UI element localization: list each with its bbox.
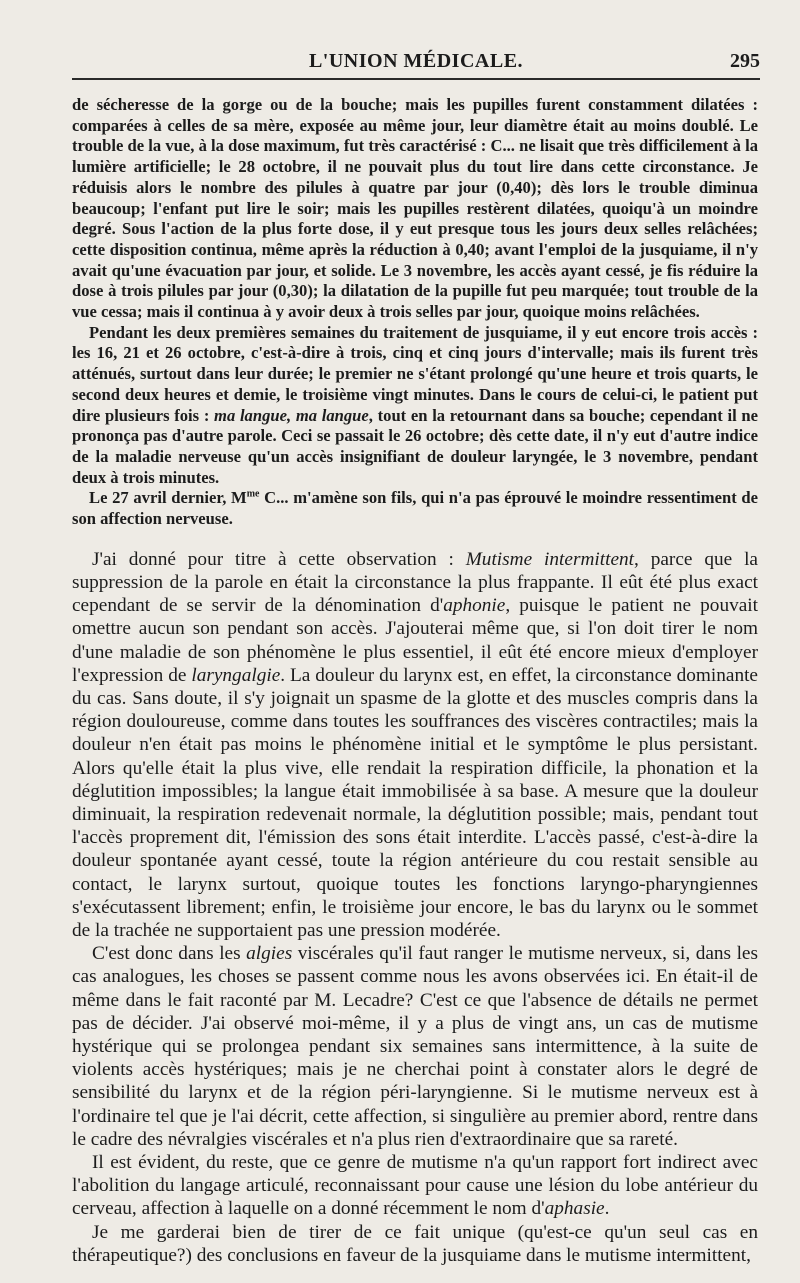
text-run: Pendant les deux premières semaines du traitement de jusquiame, il y eut encore trois accès : les 16, 21 et 26 octobre, c'est-à-dire à trois, cinq et cinq jours d'intervalle; mais ils furent très atténués, surtout dans leur durée; le premier ne s'étant prolongé qu'une heure et trois quarts, le second deux heures et demie, le troisième vingt minutes. Dans le cours de celui-ci, le patient put dire plusieurs fois : [72,322,758,425]
page-number: 295 [730,50,760,72]
text-run: , parce que la suppression de la parole en était la circonstance la plus frappante. Il eût été plus exact cependant de se servir de la dénomination d' [72,548,758,617]
italic-phrase: aphonie [443,595,506,617]
body-text [72,95,758,1267]
italic-phrase: algies [246,943,293,965]
text-run: C... m'amène son fils, qui n'a pas éprouvé le moindre ressentiment de son affection nerveuse. [72,488,759,529]
paragraph [72,548,758,942]
running-title: L'UNION MÉDICALE. [308,50,524,72]
large-print-section [72,548,758,1267]
text-run: . [604,1198,610,1220]
text-run: Le 27 avril dernier, M [89,488,247,508]
italic-phrase: Mutisme intermittent [465,548,635,570]
text-run: viscérales qu'il faut ranger le mutisme nerveux, si, dans les cas analogues, les choses se passent comme nous les avons observées ici. En était-il de même dans le fait raconté par M. Lecadre? C'est ce que l'absence de détails ne permet pas de décider. J'ai observé moi-même, il y a plus de vingt ans, un cas de mutisme hystérique qui se prolongea pendant six semaines sans intermittence, à la suite de violents accès hystériques; mais je ne cherchai point à constater alors le degré de sensibilité du larynx et de la région péri-laryngienne. Si le mutisme nerveux est à l'ordinaire tel que je l'ai décrit, cette affection, si singulière au premier abord, rentre dans le cadre des névralgies viscérales et n'a plus rien d'extraordinaire que sa rareté. [72,943,758,1150]
text-run: J'ai donné pour titre à cette observation : [92,548,466,570]
small-print-section [72,95,758,530]
superscript: me [246,488,260,500]
text-run: , puisque le patient ne pouvait omettre aucun son pendant son accès. J'ajouterai même que, si l'on doit tirer le nom d'une maladie de son phénomène le plus essentiel, il eût été encore mieux d'employer l'expression de [72,595,758,686]
paragraph [72,323,758,489]
paragraph [72,1221,758,1267]
text-run: Il est évident, du reste, que ce genre de mutisme n'a qu'un rapport fort indirect avec l'abolition du langage articulé, reconnaissant pour cause une lésion du lobe antérieur du cerveau, affection à laquelle on a donné récemment le nom d' [72,1152,758,1220]
paragraph [72,942,758,1151]
paragraph [72,1151,758,1221]
text-run: C'est donc dans les [92,943,247,965]
italic-phrase: aphasie [544,1198,605,1220]
text-run: de sécheresse de la gorge ou de la bouche; mais les pupilles furent constamment dilatées : comparées à celles de sa mère, exposée au même jour, leur diamètre était au moins doublé. Le trouble de la vue, à la dose maximum, fut très caractérisé : C... ne lisait que très difficilement à la lumière artificielle; le 28 octobre, il ne pouvait plus du tout lire dans cette circonstance. Je réduisis alors le nombre des pilules à quatre par jour (0,40); dès lors le trouble diminua beaucoup; l'enfant put lire le soir; mais les pupilles restèrent dilatées, quoiqu'à un moindre degré. Sous l'action de la plus forte dose, il y eut presque tous les jours deux selles relâchées; cette disposition continua, même après la réduction à 0,40; avant l'emploi de la jusquiame, il n'y avait qu'une évacuation par jour, et solide. Le 3 novembre, les accès ayant cessé, je fis réduire la dose à trois pilules par jour (0,30); la dilatation de la pupille fut peu marquée; tout trouble de la vue cessa; mais il continua à y avoir deux à trois selles par jour, quoique moins relâchées. [72,95,758,322]
text-run: . La douleur du larynx est, en effet, la circonstance dominante du cas. Sans doute, il s'y joignait un spasme de la glotte et des muscles compris dans la région douloureuse, comme dans toutes les souffrances des viscères contractiles; mais la douleur n'en était pas moins le phénomène initial et le symptôme le plus persistant. Alors qu'elle était la plus vive, elle rendait la respiration difficile, la phonation et la déglutition impossibles; la langue était immobilisée à sa base. A mesure que la douleur diminuait, la respiration redevenait normale, la déglutition possible; mais, pendant tout l'accès proprement dit, l'émission des sons était interdite. L'accès passé, c'est-à-dire la douleur spontanée ayant cessé, toute la région antérieure du cou restait sensible au contact, le larynx surtout, quoique toutes les fonctions laryngo-pharyngiennes s'exécutassent librement; enfin, le troisième jour encore, le bas du larynx ou le sommet de la trachée ne supportaient pas une pression modérée. [72,664,758,942]
paragraph [72,95,758,323]
italic-phrase: laryngalgie [191,664,281,686]
text-run: Je me garderai bien de tirer de ce fait unique (qu'est-ce qu'un seul cas en thérapeutique?) des conclusions en faveur de la jusquiame dans le mutisme intermittent, [72,1221,758,1266]
paragraph [72,488,758,529]
italic-phrase: ma langue, ma langue [214,405,369,425]
text-run: , tout en la retournant dans sa bouche; cependant il ne prononça pas d'autre parole. Ceci se passait le 26 octobre; dès cette date, il n'y eut d'autre indice de la maladie nerveuse qu'un accès insignifiant de douleur laryngée, le 3 novembre, pendant deux à trois minutes. [72,405,758,487]
page-header [72,44,760,80]
